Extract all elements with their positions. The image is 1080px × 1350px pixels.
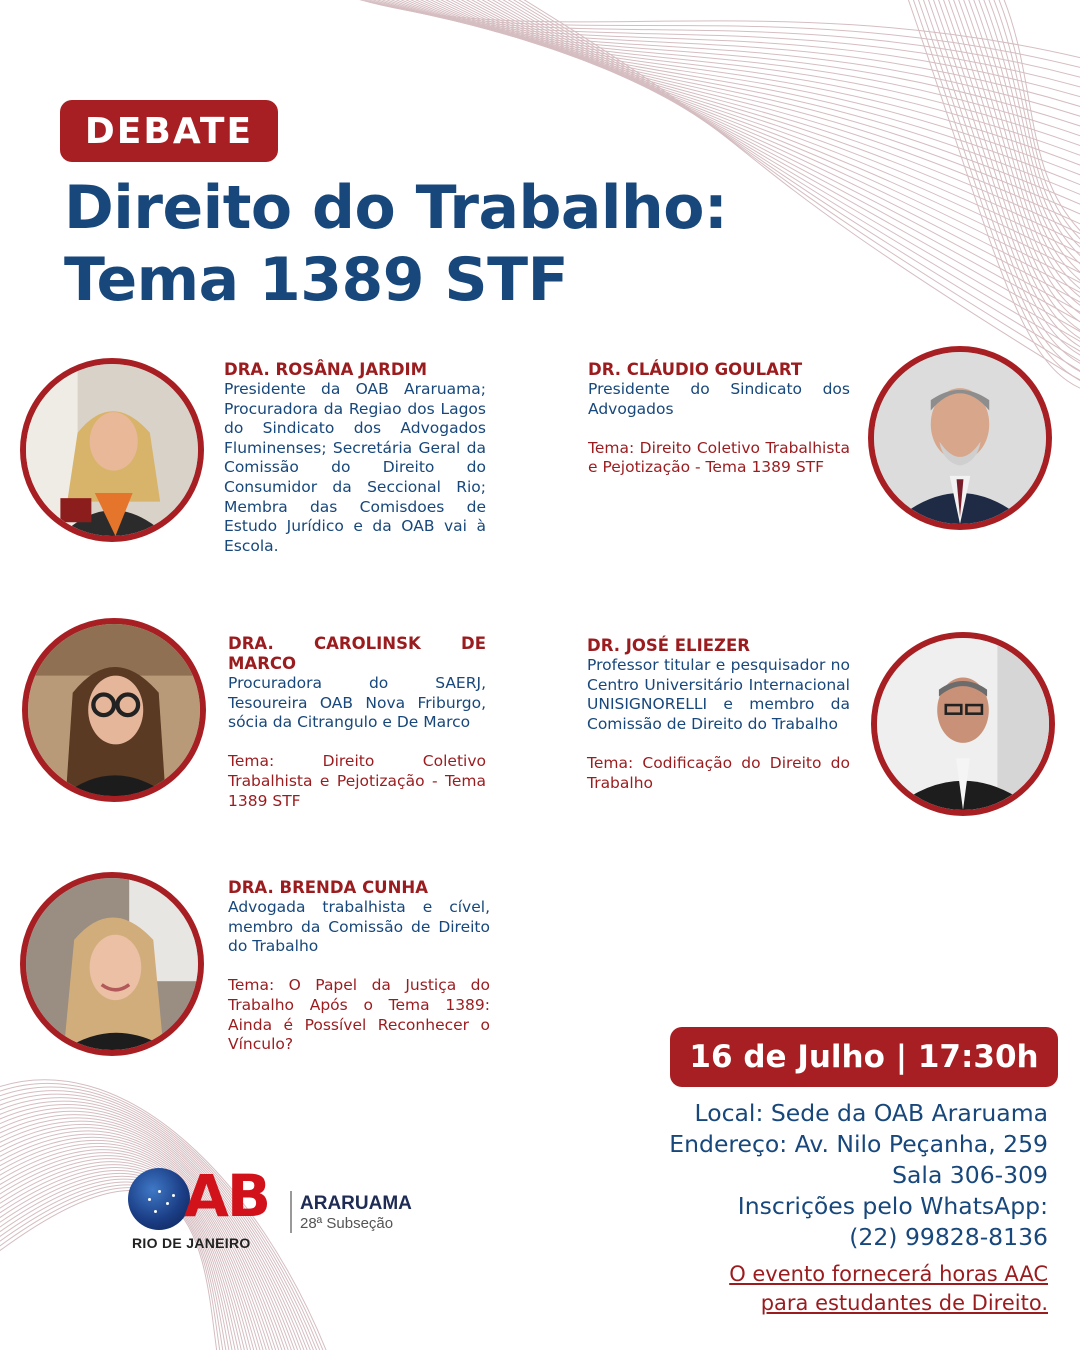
speaker-topic: Tema: O Papel da Justiça do Trabalho Após o Tema 1389: Ainda é Possível Reconhecer o Vínculo? [228, 976, 490, 1054]
speaker-topic: Tema: Direito Coletivo Trabalhista e Pejotização - Tema 1389 STF [228, 752, 486, 810]
speaker-name: DRA. BRENDA CUNHA [228, 878, 428, 897]
speaker-name: DR. CLÁUDIO GOULART [588, 360, 803, 379]
speaker-bio: Presidente do Sindicato dos Advogados [588, 380, 850, 418]
oab-logo [128, 1162, 418, 1255]
speaker-bio: Professor titular e pesquisador no Centro Universitário Internacional UNISIGNORELLI e membro da Comissão de Direito do Trabalho [587, 656, 850, 733]
event-room: Sala 306-309 [892, 1161, 1048, 1189]
speaker-name: DRA. CAROLINSK DE MARCO [228, 634, 486, 673]
speaker-topic: Tema: Direito Coletivo Trabalhista e Pejotização - Tema 1389 STF [588, 438, 850, 477]
logo-mark: AB [184, 1162, 270, 1230]
logo-divider [290, 1191, 292, 1233]
speaker-photo-brenda [20, 872, 204, 1056]
speaker-card-brenda [228, 878, 490, 1055]
speaker-photo-claudio [868, 346, 1052, 530]
speaker-bio: Procuradora do SAERJ, Tesoureira OAB Nova Friburgo, sócia da Citrangulo e De Marco [228, 674, 486, 732]
debate-badge: DEBATE [60, 100, 278, 162]
speaker-photo-rosana [20, 358, 204, 542]
event-local: Local: Sede da OAB Araruama [694, 1099, 1048, 1127]
speaker-bio: Advogada trabalhista e cível, membro da Comissão de Direito do Trabalho [228, 898, 490, 956]
speaker-name: DRA. ROSÂNA JARDIM [224, 360, 428, 379]
speaker-photo-carolinsk [22, 618, 206, 802]
speaker-topic: Tema: Codificação do Direito do Trabalho [587, 753, 850, 792]
page-title [64, 172, 727, 316]
speaker-card-claudio [588, 360, 850, 478]
speaker-card-jose [587, 636, 850, 793]
event-signup: Inscrições pelo WhatsApp: [737, 1192, 1048, 1220]
globe-icon [128, 1168, 190, 1230]
logo-subsection: 28ª Subseção [300, 1215, 394, 1232]
speaker-card-carolinsk [228, 634, 486, 811]
speaker-card-rosana [224, 360, 486, 556]
title-line-2: Tema 1389 STF [64, 245, 569, 315]
note-line-1: O evento fornecerá horas AAC [729, 1262, 1048, 1286]
title-line-1: Direito do Trabalho: [64, 173, 728, 243]
event-note [528, 1260, 1048, 1318]
event-datetime-badge: 16 de Julho | 17:30h [670, 1027, 1058, 1087]
logo-region: RIO DE JANEIRO [132, 1235, 251, 1251]
event-phone[interactable]: (22) 99828-8136 [849, 1223, 1048, 1251]
event-address: Endereço: Av. Nilo Peçanha, 259 [669, 1130, 1048, 1158]
logo-city: ARARUAMA [300, 1193, 412, 1214]
speaker-name: DR. JOSÉ ELIEZER [587, 636, 750, 655]
note-line-2: para estudantes de Direito. [760, 1291, 1048, 1315]
speaker-photo-jose [871, 632, 1055, 816]
event-info [548, 1098, 1048, 1253]
speaker-bio: Presidente da OAB Araruama; Procuradora da Regiao dos Lagos do Sindicato dos Advogados Fluminenses; Secretária Geral da Comissão do Direito do Consumidor da Seccional Rio; Membra das Comisdoes de Estudo Jurídico e da OAB vai à Escola. [224, 380, 486, 555]
